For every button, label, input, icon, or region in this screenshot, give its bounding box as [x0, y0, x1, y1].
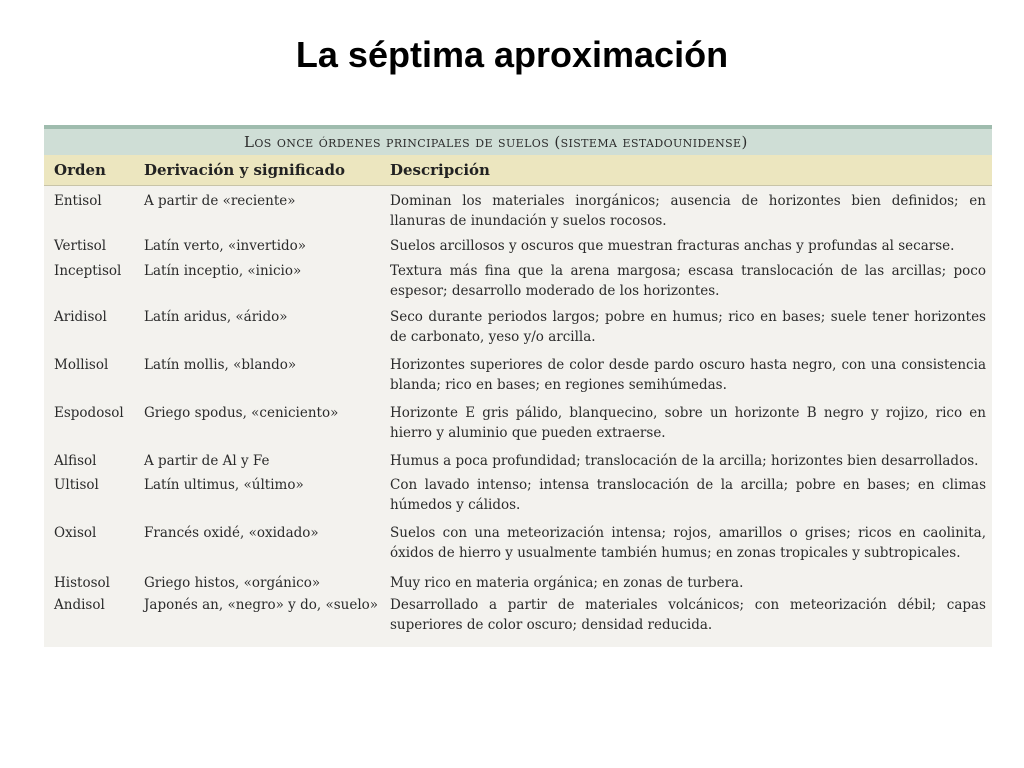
cell-descripcion: Humus a poca profundidad; translocación de la arcilla; horizontes bien desarrollados. [390, 453, 979, 469]
cell-derivacion: A partir de «reciente» [144, 193, 296, 209]
cell-orden: Espodosol [54, 405, 124, 421]
cell-derivacion: Japonés an, «negro» y do, «suelo» [144, 597, 379, 613]
cell-descripcion: Suelos con una meteorización intensa; rojos, amarillos o grises; ricos en caolinita, óxidos de hierro y usualmente también humus; en zonas tropicales y subtropicales. [390, 525, 986, 561]
cell-orden: Vertisol [54, 238, 107, 254]
cell-descripcion: Dominan los materiales inorgánicos; ausencia de horizontes bien definidos; en llanuras de inundación y suelos rocosos. [390, 193, 986, 229]
header-orden: Orden [54, 161, 106, 179]
table-row [44, 596, 992, 640]
table-row [44, 450, 992, 476]
cell-orden: Histosol [54, 575, 110, 591]
cell-descripcion: Desarrollado a partir de materiales volcánicos; con meteorización débil; capas superiores de color oscuro; densidad reducida. [390, 597, 986, 633]
cell-derivacion: Griego spodus, «ceniciento» [144, 405, 339, 421]
cell-derivacion: Latín verto, «invertido» [144, 238, 307, 254]
cell-orden: Aridisol [54, 309, 107, 325]
table-row [44, 306, 992, 354]
soil-orders-table-image [44, 125, 992, 647]
table-row [44, 186, 992, 235]
cell-orden: Alfisol [54, 453, 97, 469]
cell-descripcion: Horizonte E gris pálido, blanquecino, sobre un horizonte B negro y rojizo, rico en hierro y aluminio que pueden extraerse. [390, 405, 986, 441]
cell-descripcion: Suelos arcillosos y oscuros que muestran fracturas anchas y profundas al secarse. [390, 238, 955, 254]
table-row [44, 354, 992, 402]
header-derivacion: Derivación y significado [144, 161, 345, 179]
table-row [44, 402, 992, 450]
cell-descripcion: Con lavado intenso; intensa translocación de la arcilla; pobre en bases; en climas húmedos y cálidos. [390, 477, 986, 513]
table-row [44, 572, 992, 596]
table-row [44, 522, 992, 572]
cell-derivacion: Latín aridus, «árido» [144, 309, 288, 325]
cell-descripcion: Muy rico en materia orgánica; en zonas de turbera. [390, 575, 744, 591]
cell-descripcion: Textura más fina que la arena margosa; escasa translocación de las arcillas; poco espesor; desarrollo moderado de los horizontes. [390, 263, 986, 299]
cell-derivacion: Latín inceptio, «inicio» [144, 263, 302, 279]
cell-orden: Inceptisol [54, 263, 122, 279]
table-row [44, 235, 992, 262]
cell-orden: Andisol [54, 597, 105, 613]
table-caption: Los once órdenes principales de suelos (sistema estadounidense) [44, 129, 992, 155]
cell-derivacion: A partir de Al y Fe [144, 453, 270, 469]
table-header [44, 155, 992, 186]
cell-orden: Oxisol [54, 525, 97, 541]
slide-title: La séptima aproximación [295, 34, 729, 75]
cell-derivacion: Latín ultimus, «último» [144, 477, 304, 493]
cell-descripcion: Horizontes superiores de color desde pardo oscuro hasta negro, con una consistencia blanda; rico en bases; en regiones semihúmedas. [390, 357, 986, 393]
cell-derivacion: Griego histos, «orgánico» [144, 575, 321, 591]
cell-derivacion: Latín mollis, «blando» [144, 357, 297, 373]
cell-derivacion: Francés oxidé, «oxidado» [144, 525, 319, 541]
header-descripcion: Descripción [390, 161, 490, 179]
cell-orden: Mollisol [54, 357, 109, 373]
cell-orden: Ultisol [54, 477, 99, 493]
table-row [44, 476, 992, 522]
cell-orden: Entisol [54, 193, 102, 209]
cell-descripcion: Seco durante periodos largos; pobre en humus; rico en bases; suele tener horizontes de carbonato, yeso y/o arcilla. [390, 309, 986, 345]
table-row [44, 262, 992, 306]
